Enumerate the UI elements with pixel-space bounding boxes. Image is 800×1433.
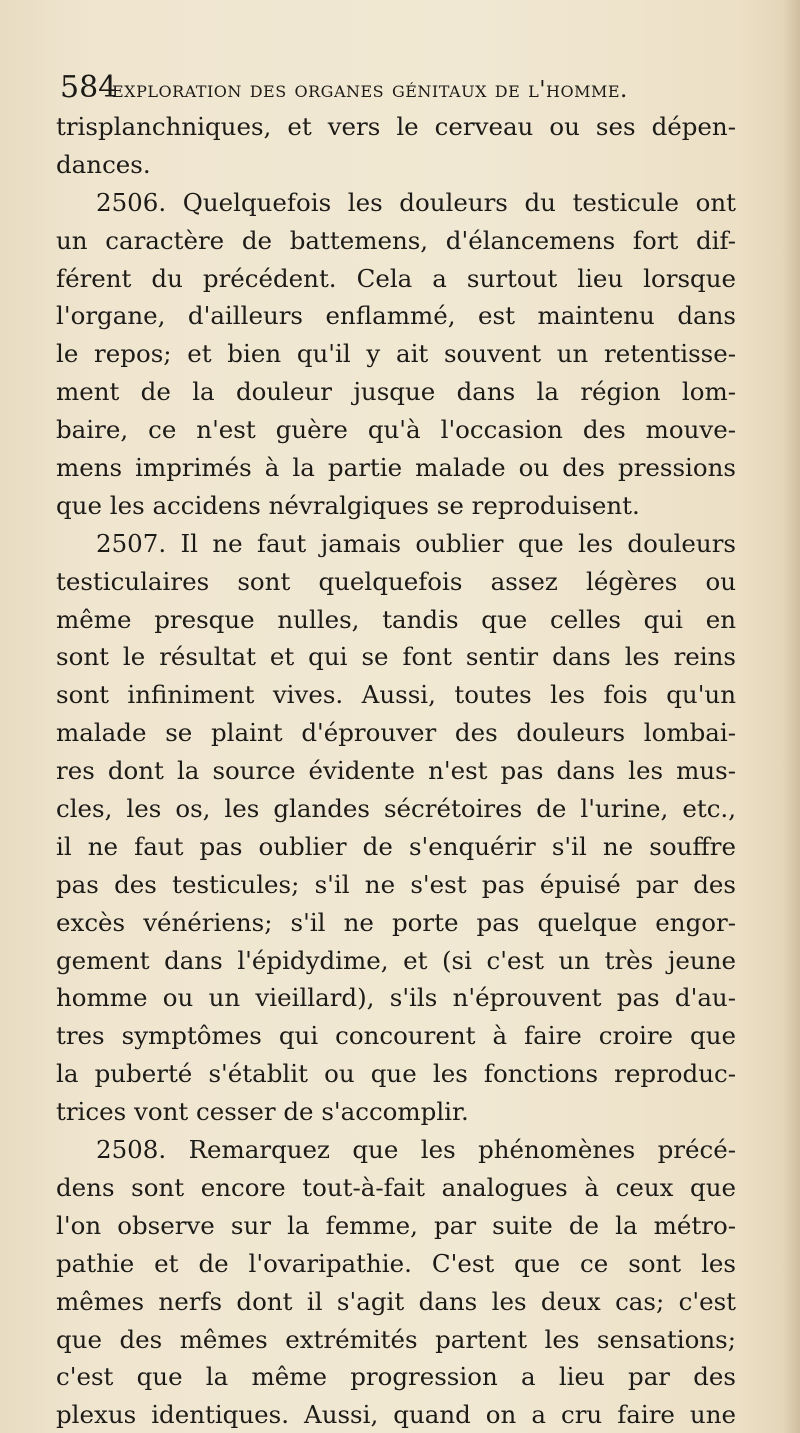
text-line: homme ou un vieillard), s'ils n'éprouvent pas d'au- bbox=[56, 983, 736, 1013]
text-line: trisplanchniques, et vers le cerveau ou ses dépen- bbox=[56, 112, 736, 141]
text-line: plexus identiques. Aussi, quand on a cru faire une bbox=[56, 1400, 736, 1430]
page-edge-shadow bbox=[782, 0, 800, 1433]
running-head-title: exploration des organes génitaux de l'homme. bbox=[112, 77, 628, 103]
text-line: cles, les os, les glandes sécrétoires de l'urine, etc., bbox=[56, 794, 736, 824]
text-line: c'est que la même progression a lieu par des bbox=[56, 1362, 736, 1392]
text-line: que les accidens névralgiques se reproduisent. bbox=[56, 490, 640, 520]
text-line: que des mêmes extrémités partent les sensations; bbox=[56, 1324, 736, 1354]
text-line: pas des testicules; s'il ne s'est pas épuisé par des bbox=[56, 869, 736, 899]
running-head bbox=[60, 70, 780, 110]
text-line: tres symptômes qui concourent à faire croire que bbox=[56, 1021, 736, 1051]
text-line: il ne faut pas oublier de s'enquérir s'il ne souffre bbox=[56, 831, 736, 861]
text-line: testiculaires sont quelquefois assez légères ou bbox=[56, 566, 736, 596]
body-text bbox=[56, 108, 736, 1433]
text-line: même presque nulles, tandis que celles qui en bbox=[56, 604, 736, 634]
text-line: pathie et de l'ovaripathie. C'est que ce sont les bbox=[56, 1248, 736, 1278]
text-line: le repos; et bien qu'il y ait souvent un retentisse- bbox=[56, 339, 736, 369]
text-line: baire, ce n'est guère qu'à l'occasion des mouve- bbox=[56, 415, 736, 445]
text-line: mêmes nerfs dont il s'agit dans les deux cas; c'est bbox=[56, 1286, 736, 1316]
text-line: 2507. Il ne faut jamais oublier que les douleurs bbox=[96, 528, 736, 558]
text-line: 2508. Remarquez que les phénomènes précé- bbox=[96, 1135, 736, 1165]
text-line: ment de la douleur jusque dans la région lom- bbox=[56, 377, 736, 407]
text-line: mens imprimés à la partie malade ou des pressions bbox=[56, 453, 736, 483]
text-line: férent du précédent. Cela a surtout lieu lorsque bbox=[56, 263, 736, 293]
text-line: la puberté s'établit ou que les fonctions reproduc- bbox=[56, 1059, 736, 1089]
text-line: res dont la source évidente n'est pas dans les mus- bbox=[56, 756, 736, 786]
text-line: dances. bbox=[56, 149, 151, 179]
text-line: dens sont encore tout-à-fait analogues à ceux que bbox=[56, 1172, 736, 1202]
text-line: gement dans l'épidydime, et (si c'est un très jeune bbox=[56, 945, 736, 975]
text-line: l'organe, d'ailleurs enflammé, est maintenu dans bbox=[56, 301, 736, 331]
text-line: sont le résultat et qui se font sentir dans les reins bbox=[56, 642, 736, 672]
text-line: trices vont cesser de s'accomplir. bbox=[56, 1097, 469, 1127]
text-line: un caractère de battemens, d'élancemens fort dif- bbox=[56, 225, 736, 255]
text-line: malade se plaint d'éprouver des douleurs lombai- bbox=[56, 718, 736, 748]
text-line: sont infiniment vives. Aussi, toutes les fois qu'un bbox=[56, 680, 736, 710]
text-line: l'on observe sur la femme, par suite de la métro- bbox=[56, 1210, 736, 1240]
text-line: excès vénériens; s'il ne porte pas quelque engor- bbox=[56, 907, 736, 937]
text-line: 2506. Quelquefois les douleurs du testicule ont bbox=[96, 187, 736, 217]
page-number: 584 bbox=[60, 70, 118, 105]
